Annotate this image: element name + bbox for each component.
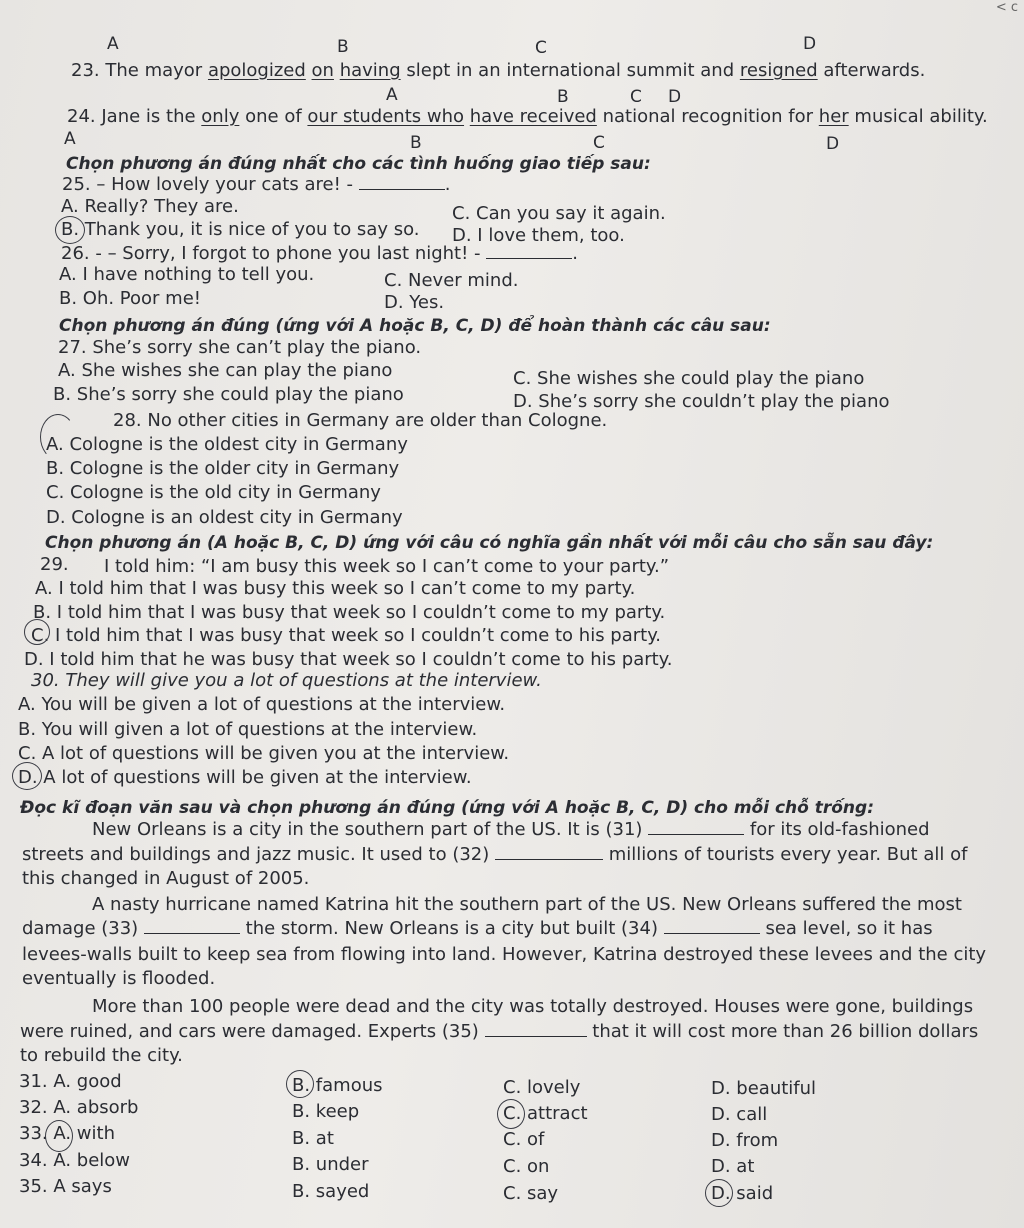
q23-option-a: apologized xyxy=(207,60,306,81)
q25-option-a: A. Really? They are. xyxy=(61,196,239,217)
q23-label-c: C xyxy=(535,38,547,58)
q35-option-c: C. say xyxy=(503,1183,559,1204)
q33-option-a: 33. A. with xyxy=(19,1123,115,1144)
q23-option-d: resigned xyxy=(739,60,818,81)
passage-line-5: damage (33) the storm. New Orleans is a city but built (34) sea level, so it has xyxy=(22,918,933,939)
q24-option-d: her xyxy=(818,106,849,127)
q25-answer-circle xyxy=(55,216,85,244)
passage-line-1: New Orleans is a city in the southern part of the US. It is (31) for its old-fashioned xyxy=(92,819,930,840)
q34-option-c: C. on xyxy=(503,1156,550,1177)
q30-option-c: C. A lot of questions will be given you at the interview. xyxy=(18,743,510,764)
q23-number: 23. xyxy=(71,60,100,81)
q27-stem: 27. She’s sorry she can’t play the piano. xyxy=(58,337,422,358)
section-title-closest-meaning: Chọn phương án (A hoặc B, C, D) ứng với câu có nghĩa gần nhất với mỗi câu cho sẵn sau đây: xyxy=(45,533,934,553)
q28-option-d: D. Cologne is an oldest city in Germany xyxy=(46,507,403,528)
q35-option-b: B. sayed xyxy=(292,1181,370,1202)
section-title-reading: Đọc kĩ đoạn văn sau và chọn phương án đúng (ứng với A hoặc B, C, D) cho mỗi chỗ trống: xyxy=(20,798,875,818)
q29-option-a: A. I told him that I was busy this week so I can’t come to my party. xyxy=(35,578,636,599)
q23-label-a: A xyxy=(107,34,119,54)
q32-answer-circle xyxy=(497,1099,525,1129)
blank-34 xyxy=(664,919,760,934)
q29-option-d: D. I told him that he was busy that week so I couldn’t come to his party. xyxy=(24,649,673,670)
q30-stem: 30. They will give you a lot of questions at the interview. xyxy=(31,670,542,691)
q28-stem: 28. No other cities in Germany are older than Cologne. xyxy=(113,410,608,431)
section-title-communication: Chọn phương án đúng nhất cho các tình huống giao tiếp sau: xyxy=(66,154,651,174)
q24-option-a: only xyxy=(201,106,240,127)
blank-32 xyxy=(495,845,603,860)
q30-option-d: D. A lot of questions will be given at the interview. xyxy=(18,767,472,788)
q24-label-a-top: A xyxy=(386,85,398,105)
q24-sentence: 24. Jane is the only one of our students who have received national recognition for her musical ability. xyxy=(67,106,988,127)
blank-35 xyxy=(485,1022,587,1037)
q31-option-c: C. lovely xyxy=(503,1077,581,1098)
q30-option-a: A. You will be given a lot of questions at the interview. xyxy=(18,694,506,715)
q26-option-a: A. I have nothing to tell you. xyxy=(59,264,315,285)
q33-option-b: B. at xyxy=(292,1128,334,1149)
q26-blank xyxy=(486,244,572,259)
q28-option-b: B. Cologne is the older city in Germany xyxy=(46,458,400,479)
passage-line-8: More than 100 people were dead and the city was totally destroyed. Houses were gone, buildings xyxy=(92,996,974,1017)
q24-label-b-top: B xyxy=(557,87,569,107)
q26-option-b: B. Oh. Poor me! xyxy=(59,288,201,309)
q26-option-d: D. Yes. xyxy=(384,292,445,313)
q26-stem: 26. - – Sorry, I forgot to phone you last night! - . xyxy=(61,243,579,264)
q23-option-c: having xyxy=(339,60,401,81)
q31-answer-circle xyxy=(286,1070,314,1098)
blank-33 xyxy=(144,919,240,934)
q33-option-d: D. from xyxy=(711,1130,779,1151)
q30-answer-circle xyxy=(12,762,42,790)
q24-option-b: our students who xyxy=(307,106,465,127)
q24-label-c: C xyxy=(593,133,605,153)
q34-option-d: D. at xyxy=(711,1156,755,1177)
q33-answer-circle xyxy=(45,1120,73,1152)
q31-option-d: D. beautiful xyxy=(711,1078,817,1099)
q29-number: 29. xyxy=(40,554,69,575)
q29-option-c: C. I told him that I was busy that week so I couldn’t come to his party. xyxy=(31,625,662,646)
q23-sentence: 23. The mayor apologized on having slept in an international summit and resigned afterwards. xyxy=(71,60,926,81)
q29-stem: I told him: “I am busy this week so I can’t come to your party.” xyxy=(104,556,670,577)
q31-option-b: B. famous xyxy=(292,1075,383,1096)
q24-label-c-top: C xyxy=(630,87,642,107)
q29-option-b: B. I told him that I was busy that week so I couldn’t come to my party. xyxy=(33,602,666,623)
q24-label-a: A xyxy=(64,129,76,149)
q28-option-c: C. Cologne is the old city in Germany xyxy=(46,482,381,503)
q31-option-a: 31. A. good xyxy=(19,1071,122,1092)
q32-option-b: B. keep xyxy=(292,1101,360,1122)
q35-answer-circle xyxy=(705,1179,733,1207)
passage-line-7: eventually is flooded. xyxy=(22,968,216,989)
q33-option-c: C. of xyxy=(503,1129,545,1150)
q28-answer-circle xyxy=(40,414,76,460)
q24-label-d-top: D xyxy=(668,87,682,107)
section-title-complete: Chọn phương án đúng (ứng với A hoặc B, C, D) để hoàn thành các câu sau: xyxy=(59,316,771,336)
q32-option-c: C. attract xyxy=(503,1103,588,1124)
q27-option-d: D. She’s sorry she couldn’t play the piano xyxy=(513,391,890,412)
q24-label-d: D xyxy=(826,134,840,154)
q29-answer-circle xyxy=(24,619,50,645)
blank-31 xyxy=(648,820,744,835)
q35-option-a: 35. A says xyxy=(19,1176,112,1197)
q32-option-d: D. call xyxy=(711,1104,768,1125)
passage-line-6: levees-walls built to keep sea from flowing into land. However, Katrina destroyed these levees and the city xyxy=(22,944,987,965)
q35-option-d: D. said xyxy=(711,1183,774,1204)
q23-label-b: B xyxy=(337,37,349,57)
q30-option-b: B. You will given a lot of questions at the interview. xyxy=(18,719,478,740)
corner-marks: < c xyxy=(995,0,1018,15)
q28-option-a: A. Cologne is the oldest city in Germany xyxy=(46,434,408,455)
q32-option-a: 32. A. absorb xyxy=(19,1097,139,1118)
q25-blank xyxy=(359,175,445,190)
passage-line-9: were ruined, and cars were damaged. Experts (35) that it will cost more than 26 billion dollars xyxy=(20,1021,979,1042)
passage-line-3: this changed in August of 2005. xyxy=(22,868,310,889)
q34-option-b: B. under xyxy=(292,1154,369,1175)
q24-option-c: have received xyxy=(469,106,597,127)
q34-option-a: 34. A. below xyxy=(19,1150,131,1171)
q27-option-a: A. She wishes she can play the piano xyxy=(58,360,393,381)
q25-option-c: C. Can you say it again. xyxy=(452,203,666,224)
passage-line-2: streets and buildings and jazz music. It used to (32) millions of tourists every year. But all of xyxy=(22,844,968,865)
q26-option-c: C. Never mind. xyxy=(384,270,519,291)
q25-stem: 25. – How lovely your cats are! - . xyxy=(62,174,451,195)
q23-label-d: D xyxy=(803,34,817,54)
q24-label-b: B xyxy=(410,133,422,153)
passage-line-10: to rebuild the city. xyxy=(20,1045,183,1066)
q25-option-b: B. Thank you, it is nice of you to say so. xyxy=(61,219,420,240)
q25-option-d: D. I love them, too. xyxy=(452,225,625,246)
passage-line-4: A nasty hurricane named Katrina hit the southern part of the US. New Orleans suffered the most xyxy=(92,894,962,915)
q27-option-c: C. She wishes she could play the piano xyxy=(513,368,865,389)
q23-option-b: on xyxy=(311,60,334,81)
q27-option-b: B. She’s sorry she could play the piano xyxy=(53,384,404,405)
